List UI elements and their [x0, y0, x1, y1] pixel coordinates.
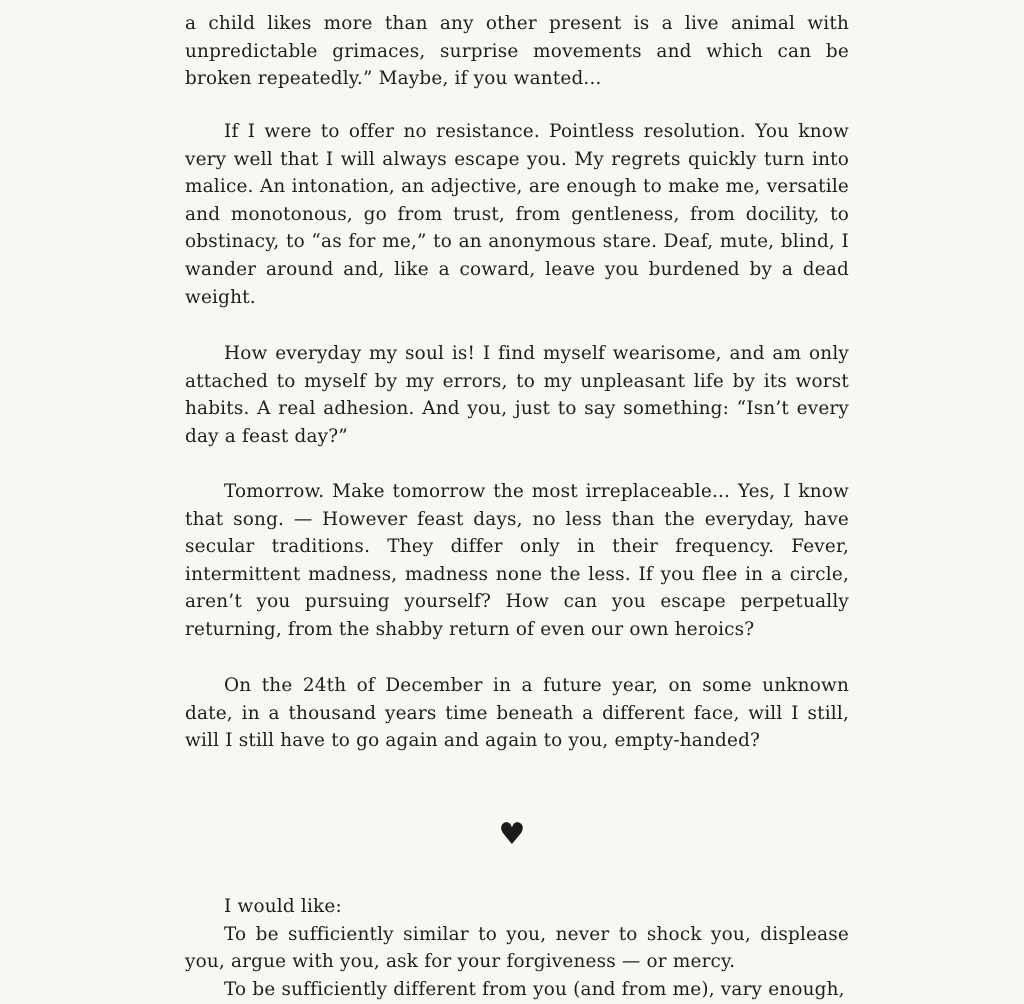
- list-item: To be sufficiently similar to you, never to shock you, displease you, argue with you, ask for your forgiveness — or mercy.: [185, 923, 849, 973]
- paragraph-everyday: How everyday my soul is! I find myself wearisome, and am only attached to myself by my errors, to my unpleasant life by its worst habits. A real adhesion. And you, just to say something: “Isn’t every day a feast day?”: [185, 343, 849, 447]
- list-intro: I would like:: [224, 896, 342, 917]
- paragraph-resistance: If I were to offer no resistance. Pointless resolution. You know very well that I will always escape you. My regrets quickly turn into malice. An intonation, an adjective, are enough to make me, versatile and monotonous, go from trust, from gentleness, from docility, to obstinacy, to “as for me,” to an anonymous stare. Deaf, mute, blind, I wander around and, like a coward, leave you burdened by a dead weight.: [185, 121, 849, 308]
- text-block-2: [185, 118, 849, 311]
- text-block-1: [185, 10, 849, 93]
- paragraph-continuation: a child likes more than any other present is a live animal with unpredictable grimaces, surprise movements and which can be broken repeatedly.” Maybe, if you wanted...: [185, 13, 849, 90]
- text-block-5: [185, 672, 849, 755]
- text-block-3: [185, 340, 849, 450]
- paragraph-tomorrow: Tomorrow. Make tomorrow the most irreplaceable... Yes, I know that song. — However feast days, no less than the everyday, have secular traditions. They differ only in their frequency. Fever, intermittent madness, madness none the less. If you flee in a circle, aren’t you pursuing yourself? How can you escape perpetually returning, from the shabby return of even our own heroics?: [185, 481, 849, 640]
- text-block-4: [185, 478, 849, 644]
- paragraph-december: On the 24th of December in a future year, on some unknown date, in a thousand years time beneath a different face, will I still, will I still have to go again and again to you, empty-handed?: [185, 675, 849, 752]
- heart-ornament-icon: ♥: [498, 817, 526, 852]
- text-block-6: [185, 893, 849, 1003]
- list-item: To be sufficiently different from you (and from me), vary enough,: [224, 978, 845, 1000]
